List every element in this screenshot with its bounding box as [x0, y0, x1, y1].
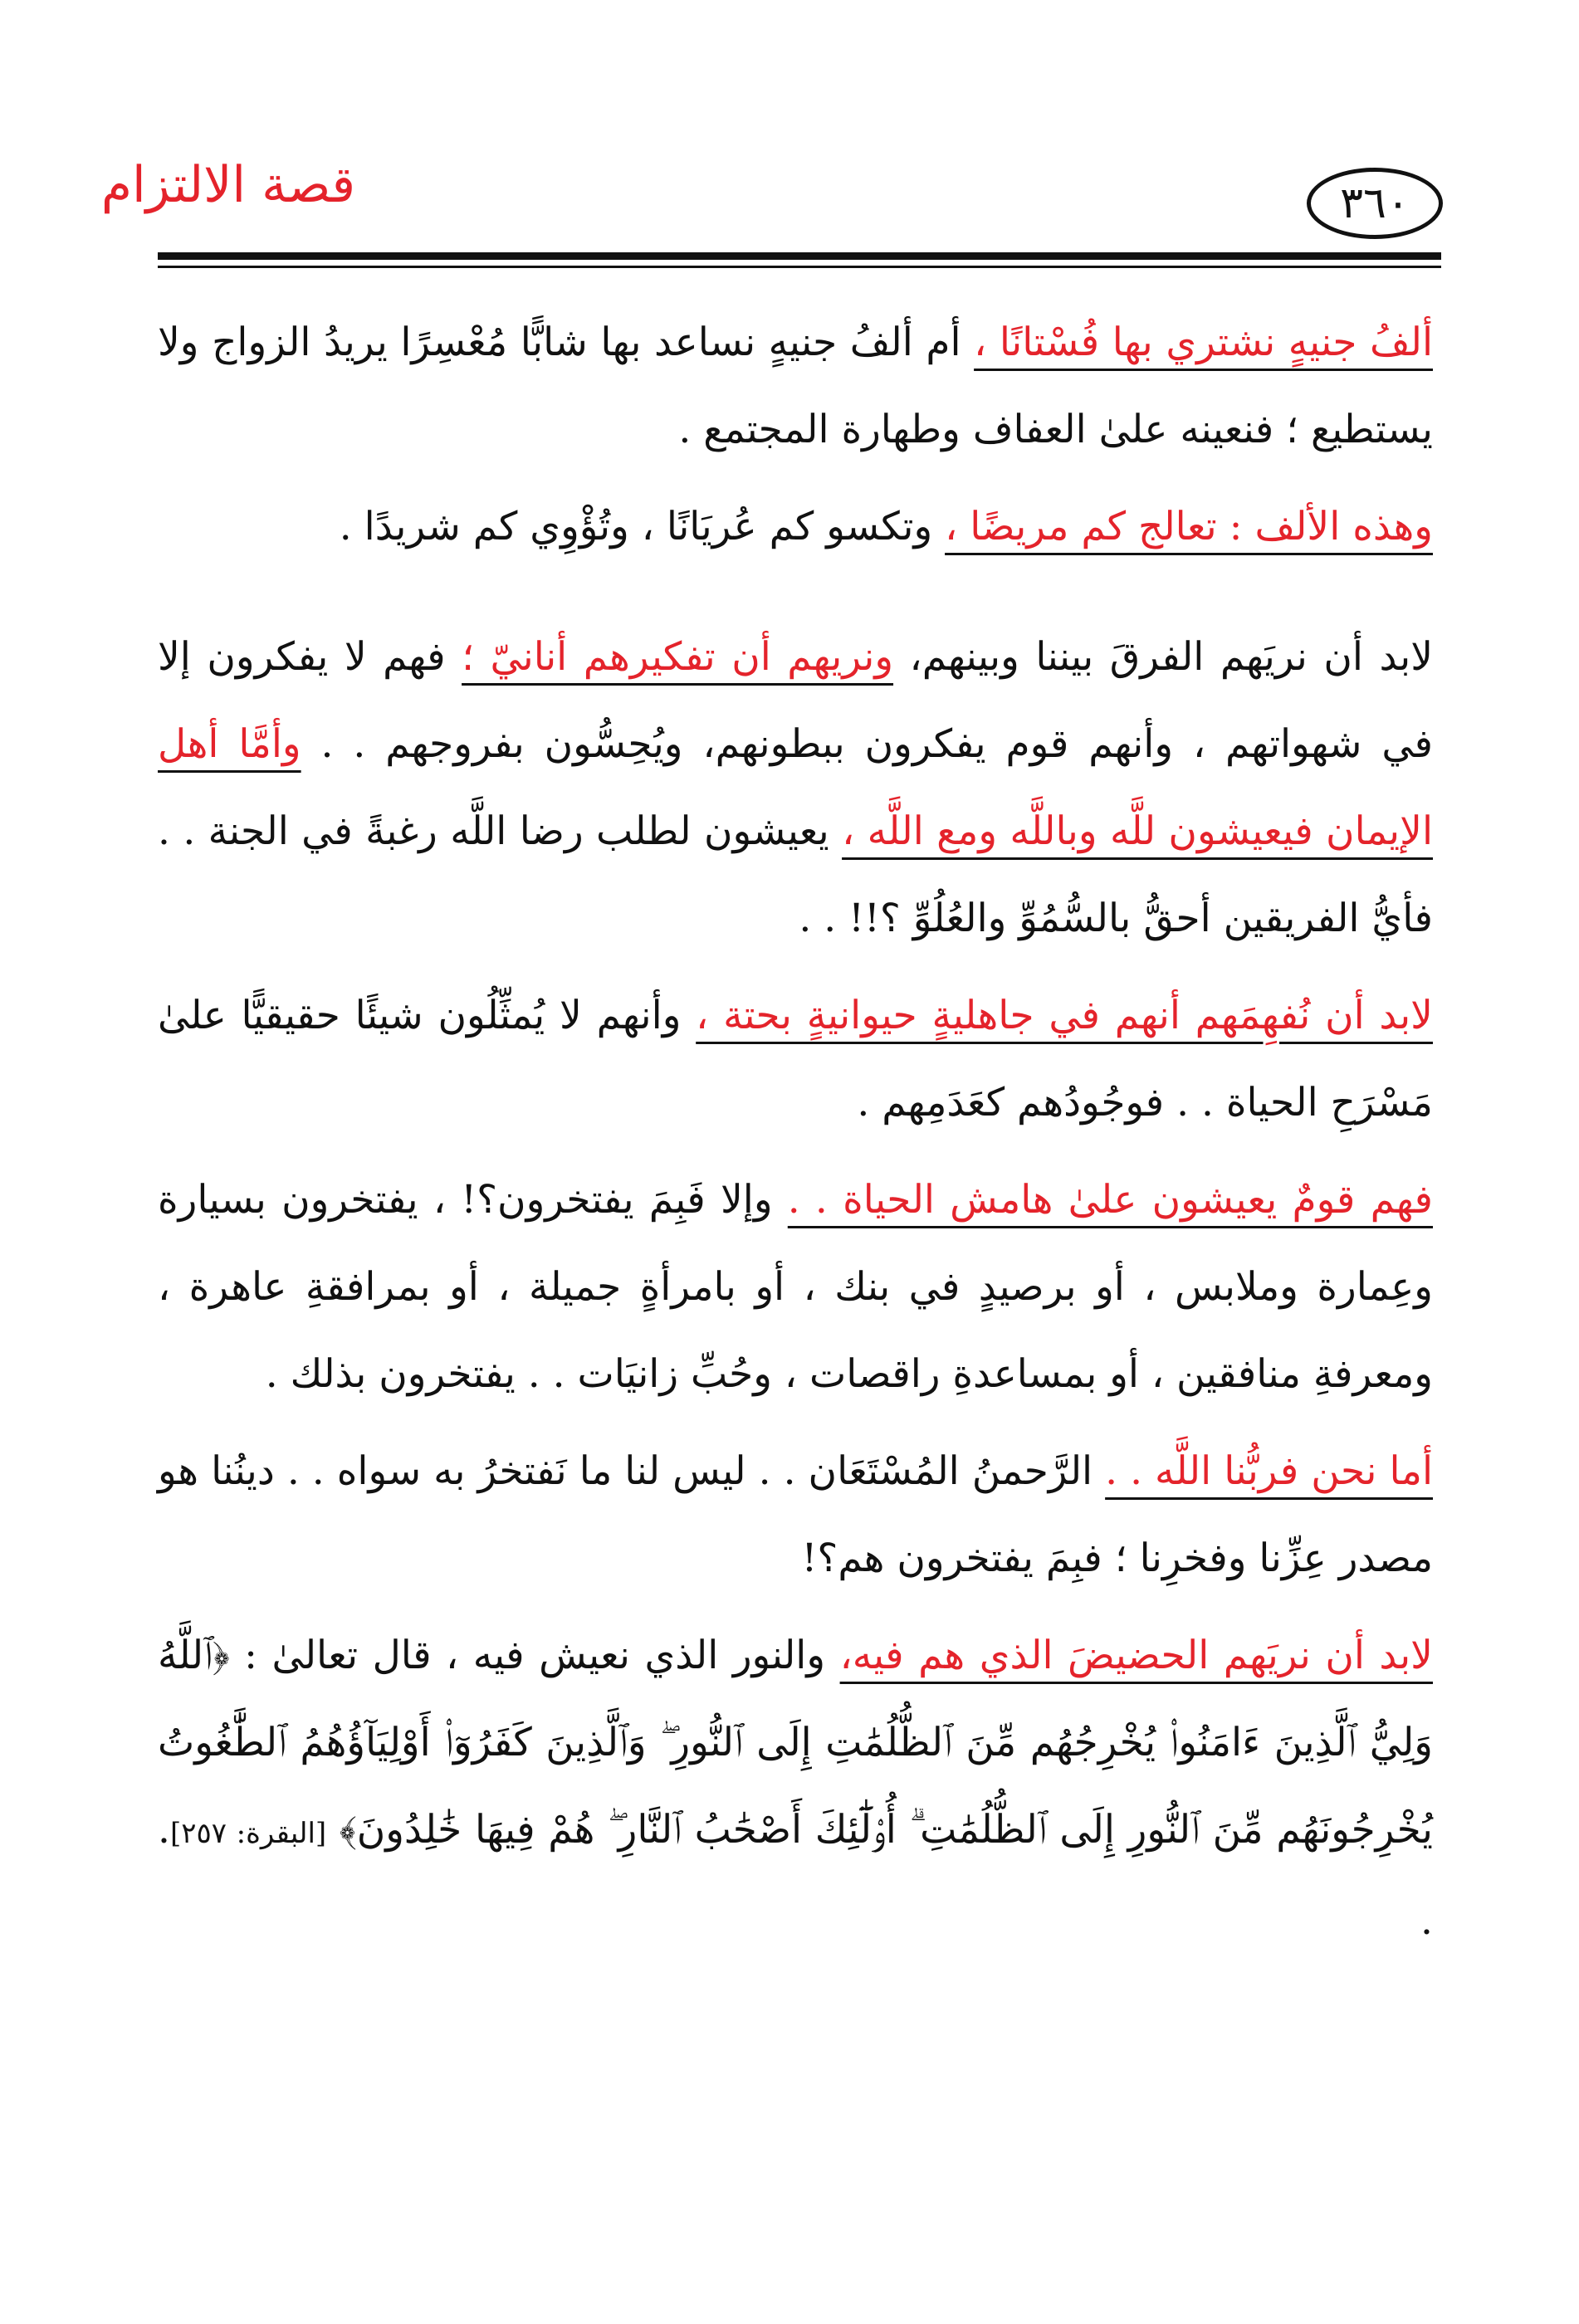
quran-citation: [البقرة: ٢٥٧] [169, 1817, 327, 1850]
running-header-title: قصة الالتزام [100, 156, 355, 214]
paragraph-1 [158, 299, 1433, 473]
paragraph-text: وإلا فَبِمَ يفتخرون؟! ، يفتخرون بسيارة وعِمارة وملابس ، أو برصيدٍ في بنك ، أو بامرأةٍ جميلة ، أو بمرافقةِ عاهرة ، ومعرفةِ منافقين ، أو بمساعدةِ راقصات ، وحُبِّ زانيَات . . يفتخرون بذلك . [158, 1177, 1433, 1397]
paragraph-2 [158, 483, 1433, 570]
highlighted-phrase: فهم قومٌ يعيشون علىٰ هامش الحياة . . [787, 1177, 1434, 1223]
page-number: ٣٦٠ [1340, 178, 1410, 228]
paragraph-text: والنور الذي نعيش فيه ، قال تعالىٰ : ﴿ٱللَّهُ وَلِيُّ ٱلَّذِينَ ءَامَنُوا۟ يُخْرِجُهُم مِّنَ ٱلظُّلُمَٰتِ إِلَى ٱلنُّورِ ۖ وَٱلَّذِينَ كَفَرُوٓا۟ أَوْلِيَآؤُهُمُ ٱلطَّٰغُوتُ يُخْرِجُونَهُم مِّنَ ٱلنُّورِ إِلَى ٱلظُّلُمَٰتِ ۗ أُو۟لَٰٓئِكَ أَصْحَٰبُ ٱلنَّارِ ۖ هُمْ فِيهَا خَٰلِدُونَ﴾ [158, 1633, 1433, 1853]
paragraph-text: أم ألفُ جنيهٍ نساعد بها شابًّا مُعْسِرًا يريدُ الزواج ولا يستطيع ؛ فنعينه علىٰ العفاف وطهارة المجتمع . [158, 320, 1433, 452]
highlighted-phrase: أما نحن فربُّنا اللَّه . . [1105, 1448, 1434, 1494]
paragraph-4 [158, 972, 1433, 1146]
paragraph-text: . . [158, 1807, 1433, 1944]
body-text [158, 299, 1433, 1965]
paragraph-text: وتكسو كم عُريَانًا ، وتُؤْوِي كم شريدًا . [339, 504, 946, 549]
paragraph-3 [158, 613, 1433, 962]
header-rule-thin [158, 266, 1441, 268]
paragraph-text: الرَّحمنُ المُسْتَعَان . . ليس لنا ما نَفتخرُ به سواه . . دينُنا هو مصدر عِزِّنا وفخرِنا ؛ فبِمَ يفتخرون هم؟! [158, 1448, 1433, 1581]
highlighted-phrase: ألفُ جنيهٍ نشتري بها فُسْتانًا ، [974, 320, 1434, 365]
header-rule-thick [158, 252, 1441, 260]
paragraph-text: وأنهم لا يُمثِّلُون شيئًا حقيقيًّا علىٰ مَسْرَحِ الحياة . . فوجُودُهم كعَدَمِهم . [158, 993, 1433, 1125]
paragraph-text: لابد أن نريَهم الفرقَ بيننا وبينهم، [893, 634, 1434, 680]
paragraph-text: يعيشون لطلب رضا اللَّه رغبةً في الجنة . . فأيُّ الفريقين أحقُّ بالسُّمُوِّ والعُلُوِّ ؟!! . . [158, 808, 1433, 941]
highlighted-phrase: لابد أن نريَهم الحضيضَ الذي هم فيه، [839, 1633, 1433, 1678]
paragraph-text: فهم لا يفكرون إلا في شهواتهم ، وأنهم قوم يفكرون ببطونهم، ويُحِسُّون بفروجهم . . [158, 634, 1433, 767]
paragraph-7 [158, 1612, 1433, 1965]
highlighted-phrase: وأمَّا أهل الإيمان فيعيشون للَّه وباللَّه ومع اللَّه ، [158, 721, 1433, 854]
paragraph-5 [158, 1156, 1433, 1418]
highlighted-phrase: لابد أن نُفهِمَهم أنهم في جاهليةٍ حيوانيةٍ بحتة ، [696, 993, 1433, 1038]
page-number-badge [1307, 168, 1443, 239]
paragraph-6 [158, 1428, 1433, 1602]
highlighted-phrase: ونريهم أن تفكيرهم أنانيّ ؛ [462, 634, 894, 680]
highlighted-phrase: وهذه الألف : تعالج كم مريضًا ، [945, 504, 1433, 549]
